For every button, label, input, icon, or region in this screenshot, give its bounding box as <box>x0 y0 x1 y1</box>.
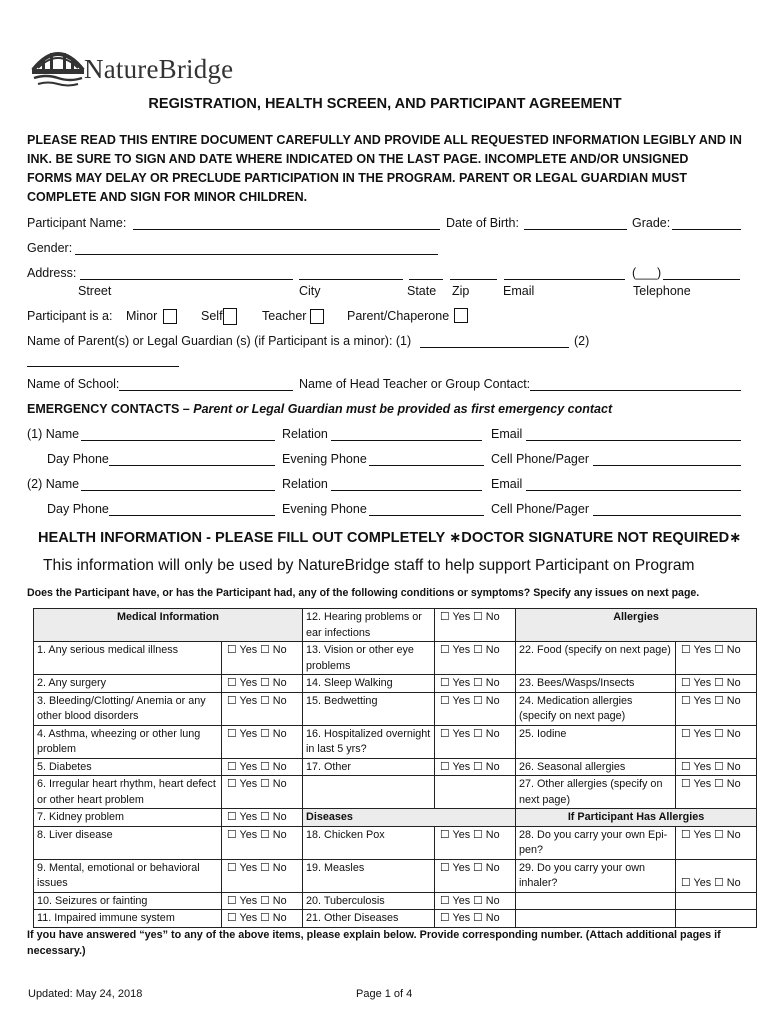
email-caption: Email <box>503 284 535 298</box>
telephone-field[interactable] <box>663 267 740 280</box>
yes-no-6[interactable]: ☐ Yes ☐ No <box>222 776 303 809</box>
grade-field[interactable] <box>672 217 741 230</box>
participant-type-label: Participant is a: <box>27 309 113 323</box>
mid-item: 19. Measles <box>303 859 435 892</box>
yes-no-5[interactable]: ☐ Yes ☐ No <box>222 758 303 776</box>
medical-item: 11. Impaired immune system <box>34 910 222 928</box>
allergy-item: 26. Seasonal allergies <box>516 758 676 776</box>
emergency-heading-note: Parent or Legal Guardian must be provided as first emergency contact <box>193 402 613 416</box>
allergies-header: Allergies <box>516 609 757 642</box>
guardian-2-label: (2) <box>574 334 590 348</box>
teacher-checkbox[interactable] <box>310 309 324 324</box>
table-row <box>34 609 757 642</box>
mid-item: 17. Other <box>303 758 435 776</box>
gender-field[interactable] <box>75 242 438 255</box>
medical-item: 10. Seizures or fainting <box>34 892 222 910</box>
yes-no-8[interactable]: ☐ Yes ☐ No <box>222 826 303 859</box>
yes-no-17[interactable]: ☐ Yes ☐ No <box>435 758 516 776</box>
yes-no-13[interactable]: ☐ Yes ☐ No <box>435 642 516 675</box>
street-caption: Street <box>78 284 112 298</box>
medical-item: 9. Mental, emotional or behavioral issues <box>34 859 222 892</box>
diseases-header: Diseases <box>303 809 516 827</box>
minor-checkbox[interactable] <box>163 309 177 324</box>
mid-item: 14. Sleep Walking <box>303 675 435 693</box>
table-row <box>34 725 757 758</box>
empty-cell <box>435 776 516 809</box>
gender-label: Gender: <box>27 241 73 255</box>
table-row <box>34 859 757 892</box>
health-heading <box>38 529 741 546</box>
contact-2-relation-field[interactable] <box>331 478 482 491</box>
table-row <box>34 758 757 776</box>
dob-label: Date of Birth: <box>446 216 519 230</box>
empty-cell <box>676 910 757 928</box>
table-row <box>34 692 757 725</box>
contact-1-name-label: (1) Name <box>27 427 80 441</box>
telephone-caption: Telephone <box>633 284 691 298</box>
yes-no-21[interactable]: ☐ Yes ☐ No <box>435 910 516 928</box>
yes-no-7[interactable]: ☐ Yes ☐ No <box>222 809 303 827</box>
self-checkbox[interactable] <box>223 308 237 325</box>
contact-1-cell-label: Cell Phone/Pager <box>491 452 589 466</box>
bridge-logo-icon <box>30 44 86 90</box>
yes-no-27[interactable]: ☐ Yes ☐ No <box>676 776 757 809</box>
contact-2-day-phone-field[interactable] <box>109 503 275 516</box>
dob-field[interactable] <box>524 217 627 230</box>
contact-1-email-field[interactable] <box>526 428 741 441</box>
medical-item: 4. Asthma, wheezing or other lung problem <box>34 725 222 758</box>
table-row <box>34 826 757 859</box>
contact-1-name-field[interactable] <box>81 428 275 441</box>
health-heading-text: HEALTH INFORMATION - PLEASE FILL OUT COMPLETELY <box>38 530 450 546</box>
contact-2-relation-label: Relation <box>282 477 328 491</box>
explain-text: If you have answered “yes” to any of the above items, please explain below. Provide corresponding number. (Attach additional pages if necessary.) <box>27 929 721 957</box>
allergy-item: 28. Do you carry your own Epi-pen? <box>516 826 676 859</box>
medical-item: 3. Bleeding/Clotting/ Anemia or any other blood disorders <box>34 692 222 725</box>
parent-chaperone-label: Parent/Chaperone <box>347 309 450 323</box>
footer-page-number: Page 1 of 4 <box>356 988 413 1000</box>
instructions-line-3: FORMS MAY DELAY OR PRECLUDE PARTICIPATION IN THE PROGRAM. PARENT OR LEGAL GUARDIAN MUST <box>27 171 687 185</box>
parent-chaperone-checkbox[interactable] <box>454 308 468 323</box>
phone-area-code[interactable]: (___) <box>632 266 662 280</box>
medical-item: 1. Any serious medical illness <box>34 642 222 675</box>
instructions-line-2: INK. BE SURE TO SIGN AND DATE WHERE INDICATED ON THE LAST PAGE. INCOMPLETE AND/OR UNSIGNED <box>27 152 689 166</box>
yes-no-23[interactable]: ☐ Yes ☐ No <box>676 675 757 693</box>
yes-no-29[interactable]: ☐ Yes ☐ No <box>676 859 757 892</box>
health-question: Does the Participant have, or has the Participant had, any of the following conditions or symptoms? Specify any issues on next page. <box>27 587 700 599</box>
guardian-label: Name of Parent(s) or Legal Guardian (s) (if Participant is a minor): (1) <box>27 334 412 348</box>
contact-1-evening-phone-field[interactable] <box>369 453 484 466</box>
city-field[interactable] <box>299 267 403 280</box>
contact-2-name-label: (2) Name <box>27 477 80 491</box>
allergy-item: 27. Other allergies (specify on next page) <box>516 776 676 809</box>
health-heading-tail: DOCTOR SIGNATURE NOT REQUIRED <box>461 530 730 546</box>
contact-2-day-phone-label: Day Phone <box>47 502 109 516</box>
star-icon-end: ∗ <box>729 530 742 546</box>
allergy-item: 23. Bees/Wasps/Insects <box>516 675 676 693</box>
mid-item-12: 12. Hearing problems or ear infections <box>303 609 435 642</box>
footer-updated: Updated: May 24, 2018 <box>28 988 143 1000</box>
state-caption: State <box>407 284 437 298</box>
page-title: REGISTRATION, HEALTH SCREEN, AND PARTICIPANT AGREEMENT <box>148 96 622 112</box>
yes-no-20[interactable]: ☐ Yes ☐ No <box>435 892 516 910</box>
table-row <box>34 642 757 675</box>
contact-2-cell-field[interactable] <box>593 503 741 516</box>
allergy-item: 24. Medication allergies (specify on next page) <box>516 692 676 725</box>
yes-no-3[interactable]: ☐ Yes ☐ No <box>222 692 303 725</box>
school-label: Name of School: <box>27 377 120 391</box>
logo-text: NatureBridge <box>84 54 234 84</box>
health-subheading: This information will only be used by NatureBridge staff to help support Participant on Program <box>43 557 695 574</box>
grade-label: Grade: <box>632 216 671 230</box>
guardian-1-field[interactable] <box>420 335 569 348</box>
health-table <box>33 608 757 928</box>
star-icon: ∗ <box>449 530 462 546</box>
empty-cell <box>516 910 676 928</box>
zip-field[interactable] <box>450 267 497 280</box>
medical-item: 5. Diabetes <box>34 758 222 776</box>
yes-no-2[interactable]: ☐ Yes ☐ No <box>222 675 303 693</box>
yes-no-18[interactable]: ☐ Yes ☐ No <box>435 826 516 859</box>
yes-no-1[interactable]: ☐ Yes ☐ No <box>222 642 303 675</box>
yes-no-22[interactable]: ☐ Yes ☐ No <box>676 642 757 675</box>
mid-item: 20. Tuberculosis <box>303 892 435 910</box>
medical-item: 7. Kidney problem <box>34 809 222 827</box>
contact-1-relation-field[interactable] <box>331 428 482 441</box>
yes-no-24[interactable]: ☐ Yes ☐ No <box>676 692 757 725</box>
yes-no-14[interactable]: ☐ Yes ☐ No <box>435 675 516 693</box>
contact-2-evening-phone-field[interactable] <box>369 503 484 516</box>
medical-item: 2. Any surgery <box>34 675 222 693</box>
allergy-item: 29. Do you carry your own inhaler? <box>516 859 676 892</box>
teacher-label: Teacher <box>262 309 307 323</box>
contact-1-email-label: Email <box>491 427 523 441</box>
yes-no-26[interactable]: ☐ Yes ☐ No <box>676 758 757 776</box>
empty-cell <box>676 892 757 910</box>
email-field[interactable] <box>504 267 625 280</box>
contact-1-evening-phone-label: Evening Phone <box>282 452 367 466</box>
emergency-heading-text: EMERGENCY CONTACTS – <box>27 402 194 416</box>
contact-2-evening-phone-label: Evening Phone <box>282 502 367 516</box>
mid-item: 18. Chicken Pox <box>303 826 435 859</box>
participant-name-field[interactable] <box>133 217 440 230</box>
table-row <box>34 809 757 827</box>
yes-no-15[interactable]: ☐ Yes ☐ No <box>435 692 516 725</box>
zip-caption: Zip <box>452 284 470 298</box>
head-teacher-field[interactable] <box>530 378 741 391</box>
self-label: Self <box>201 309 223 323</box>
yes-no-25[interactable]: ☐ Yes ☐ No <box>676 725 757 758</box>
state-field[interactable] <box>409 267 443 280</box>
contact-2-name-field[interactable] <box>81 478 275 491</box>
instructions-line-4: COMPLETE AND SIGN FOR MINOR CHILDREN. <box>27 190 308 204</box>
mid-item: 15. Bedwetting <box>303 692 435 725</box>
yes-no-11[interactable]: ☐ Yes ☐ No <box>222 910 303 928</box>
yes-no-19[interactable]: ☐ Yes ☐ No <box>435 859 516 892</box>
head-teacher-label: Name of Head Teacher or Group Contact: <box>299 377 531 391</box>
medical-item: 6. Irregular heart rhythm, heart defect or other heart problem <box>34 776 222 809</box>
yes-no-4[interactable]: ☐ Yes ☐ No <box>222 725 303 758</box>
mid-item: 13. Vision or other eye problems <box>303 642 435 675</box>
yes-no-10[interactable]: ☐ Yes ☐ No <box>222 892 303 910</box>
yes-no-12[interactable]: ☐ Yes ☐ No <box>435 609 516 642</box>
yes-no-9[interactable]: ☐ Yes ☐ No <box>222 859 303 892</box>
emergency-heading <box>27 402 612 416</box>
instructions-line-1: PLEASE READ THIS ENTIRE DOCUMENT CAREFULLY AND PROVIDE ALL REQUESTED INFORMATION LEGIBLY AND IN <box>27 133 742 147</box>
medical-info-header: Medical Information <box>34 609 303 642</box>
contact-1-day-phone-field[interactable] <box>109 453 275 466</box>
contact-1-day-phone-label: Day Phone <box>47 452 109 466</box>
school-field[interactable] <box>119 378 293 391</box>
contact-2-email-label: Email <box>491 477 523 491</box>
empty-cell <box>303 776 435 809</box>
medical-item: 8. Liver disease <box>34 826 222 859</box>
contact-2-cell-label: Cell Phone/Pager <box>491 502 589 516</box>
mid-item: 16. Hospitalized overnight in last 5 yrs? <box>303 725 435 758</box>
mid-item: 21. Other Diseases <box>303 910 435 928</box>
if-allergies-header: If Participant Has Allergies <box>516 809 757 827</box>
allergy-item: 25. Iodine <box>516 725 676 758</box>
table-row <box>34 776 757 809</box>
allergy-item: 22. Food (specify on next page) <box>516 642 676 675</box>
participant-name-label: Participant Name: <box>27 216 127 230</box>
guardian-2-field[interactable] <box>27 354 179 367</box>
contact-2-email-field[interactable] <box>526 478 741 491</box>
empty-cell <box>516 892 676 910</box>
yes-no-16[interactable]: ☐ Yes ☐ No <box>435 725 516 758</box>
contact-1-relation-label: Relation <box>282 427 328 441</box>
table-row <box>34 892 757 910</box>
street-field[interactable] <box>80 267 293 280</box>
table-row <box>34 910 757 928</box>
minor-label: Minor <box>126 309 158 323</box>
contact-1-cell-field[interactable] <box>593 453 741 466</box>
city-caption: City <box>299 284 321 298</box>
address-label: Address: <box>27 266 77 280</box>
yes-no-28[interactable]: ☐ Yes ☐ No <box>676 826 757 859</box>
table-row <box>34 675 757 693</box>
